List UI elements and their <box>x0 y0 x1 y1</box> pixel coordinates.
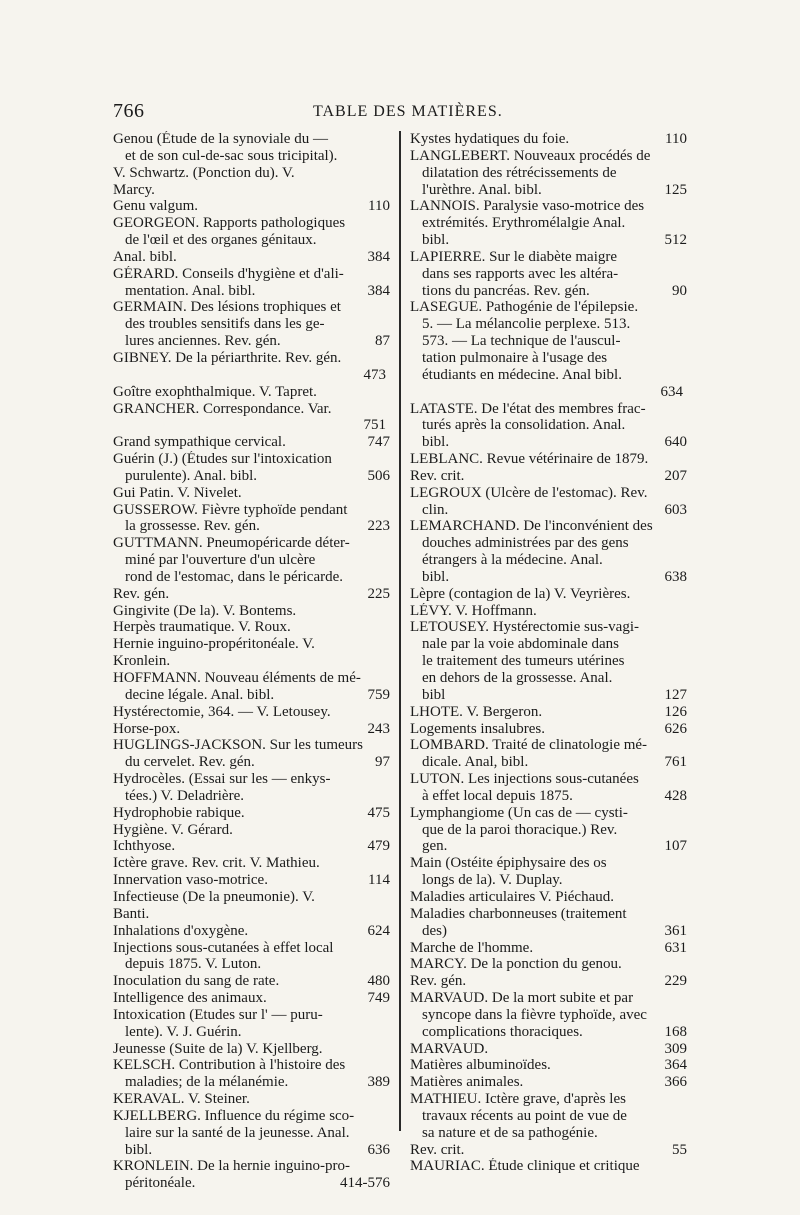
index-line: Marcy. <box>113 181 155 198</box>
index-line: complications thoraciques. 168 <box>422 1023 687 1040</box>
index-line: douches administrées par des gens <box>422 535 629 552</box>
index-line: mentation. Anal. bibl. 384 <box>125 282 390 299</box>
index-line: Innervation vaso-motrice. 114 <box>113 872 390 889</box>
index-line: des troubles sensitifs dans les ge- <box>125 316 325 333</box>
index-line: LEGROUX (Ulcère de l'estomac). Rev. <box>410 484 648 501</box>
index-line: Gui Patin. V. Nivelet. <box>113 484 242 501</box>
index-line: MAURIAC. Étude clinique et critique <box>410 1158 640 1175</box>
index-line: Hydrophobie rabique. 475 <box>113 804 390 821</box>
index-line: GEORGEON. Rapports pathologiques <box>113 215 346 232</box>
index-line: à effet local depuis 1875. 428 <box>422 787 687 804</box>
index-line: Maladies charbonneuses (traitement <box>410 905 627 922</box>
index-line: en dehors de la grossesse. Anal. <box>422 670 613 686</box>
index-line: l'urèthre. Anal. bibl. 125 <box>422 181 687 198</box>
index-line: GUSSEROW. Fièvre typhoïde pendant <box>113 501 348 518</box>
index-line: Matières albuminoïdes. 364 <box>410 1057 687 1074</box>
index-line: V. Schwartz. (Ponction du). V. <box>113 164 295 181</box>
index-line: Gingivite (De la). V. Bontems. <box>113 602 297 619</box>
index-line: tation pulmonaire à l'usage des <box>422 349 608 366</box>
index-line: LAPIERRE. Sur le diabète maigre <box>410 248 618 265</box>
index-line: GUTTMANN. Pneumopéricarde déter- <box>113 535 350 552</box>
index-line: la grossesse. Rev. gén. 223 <box>125 518 390 535</box>
index-line: Rev. gén. 225 <box>113 585 390 602</box>
index-line: GIBNEY. De la périarthrite. Rev. gén. <box>113 349 342 366</box>
column-divider <box>399 131 401 1131</box>
index-line: turés après la consolidation. Anal. <box>422 417 626 434</box>
index-line: tions du pancréas. Rev. gén. 90 <box>422 282 687 299</box>
index-line: Kronlein. <box>113 653 171 670</box>
index-line: Lèpre (contagion de la) V. Veyrières. <box>410 585 631 602</box>
index-line: MARVAUD. 309 <box>410 1040 687 1057</box>
index-line: péritonéale. 414-576 <box>125 1175 390 1192</box>
index-line: LHOTE. V. Bergeron. 126 <box>410 703 687 720</box>
index-line: Herpès traumatique. V. Roux. <box>113 619 291 636</box>
index-line: Jeunesse (Suite de la) V. Kjellberg. <box>113 1040 323 1057</box>
index-line: LOMBARD. Traité de clinatologie mé- <box>410 737 648 754</box>
index-line: MATHIEU. Ictère grave, d'après les <box>410 1091 626 1108</box>
index-line: Intelligence des animaux. 749 <box>113 990 390 1007</box>
index-line: Hystérectomie, 364. — V. Letousey. <box>113 703 331 720</box>
index-line: Main (Ostéite épiphysaire des os <box>410 855 607 872</box>
index-line: et de son cul-de-sac sous tricipital). <box>125 147 338 164</box>
index-line: LEBLANC. Revue vétérinaire de 1879. <box>410 451 649 468</box>
index-line: LATASTE. De l'état des membres frac- <box>410 400 646 417</box>
index-line: Infectieuse (De la pneumonie). V. <box>113 888 315 905</box>
index-line: lures anciennes. Rev. gén. 87 <box>125 333 390 350</box>
index-line: Inhalations d'oxygène. 624 <box>113 922 390 939</box>
index-line: Lymphangiome (Un cas de — cysti- <box>410 804 628 821</box>
index-line: Ichthyose. 479 <box>113 838 390 855</box>
index-line: du cervelet. Rev. gén. 97 <box>125 754 390 771</box>
index-line: Grand sympathique cervical. 747 <box>113 434 390 451</box>
index-line: LUTON. Les injections sous-cutanées <box>410 771 639 788</box>
running-title: TABLE DES MATIÈRES. <box>313 103 503 120</box>
index-line: miné par l'ouverture d'un ulcère <box>125 552 316 569</box>
index-line: Banti. <box>113 905 150 922</box>
index-line: LETOUSEY. Hystérectomie sus-vagi- <box>410 619 639 636</box>
index-line: LANGLEBERT. Nouveaux procédés de <box>410 147 651 164</box>
index-line: GERMAIN. Des lésions trophiques et <box>113 299 341 316</box>
index-line: rond de l'estomac, dans le péricarde. <box>125 568 344 585</box>
index-line: bibl. 636 <box>125 1141 390 1158</box>
index-line: 573. — La technique de l'auscul- <box>422 333 621 350</box>
index-line: LASEGUE. Pathogénie de l'épilepsie. <box>410 299 639 316</box>
index-line: Intoxication (Etudes sur l' — puru- <box>113 1006 323 1023</box>
index-line: Inoculation du sang de rate. 480 <box>113 973 390 990</box>
index-line: KRONLEIN. De la hernie inguino-pro- <box>113 1158 351 1175</box>
index-line: laire sur la santé de la jeunesse. Anal. <box>125 1124 350 1141</box>
left-index-column <box>113 131 390 1192</box>
index-line: sa nature et de sa pathogénie. <box>422 1124 598 1141</box>
index-line: LANNOIS. Paralysie vaso-motrice des <box>410 198 645 215</box>
index-line: bibl. 638 <box>422 568 687 585</box>
index-line: LEMARCHAND. De l'inconvénient des <box>410 518 653 535</box>
index-line: 634 <box>660 383 683 400</box>
index-line: GÉRARD. Conseils d'hygiène et d'ali- <box>113 265 344 282</box>
index-line: 5. — La mélancolie perplexe. 513. <box>422 316 631 333</box>
index-line: KJELLBERG. Influence du régime sco- <box>113 1107 355 1124</box>
index-line: depuis 1875. V. Luton. <box>125 956 262 973</box>
index-line: Ictère grave. Rev. crit. V. Mathieu. <box>113 855 320 872</box>
right-index-column <box>410 131 687 1175</box>
index-line: LÉVY. V. Hoffmann. <box>410 602 537 619</box>
index-line: HUGLINGS-JACKSON. Sur les tumeurs <box>113 737 363 754</box>
index-line: GRANCHER. Correspondance. Var. <box>113 400 332 417</box>
index-line: Hydrocèles. (Essai sur les — enkys- <box>113 771 331 788</box>
index-line: de l'œil et des organes génitaux. <box>125 232 317 249</box>
index-line: étrangers à la médecine. Anal. <box>422 552 603 569</box>
index-line: Maladies articulaires V. Piéchaud. <box>410 888 614 905</box>
index-line: Hygiène. V. Gérard. <box>113 821 233 838</box>
index-line: extrémités. Erythromélalgie Anal. <box>422 215 626 232</box>
index-line: Genou (Étude de la synoviale du — <box>113 131 328 147</box>
index-line: KERAVAL. V. Steiner. <box>113 1091 250 1108</box>
index-line: Kystes hydatiques du foie. 110 <box>410 131 687 147</box>
index-line: maladies; de la mélanémie. 389 <box>125 1074 390 1091</box>
index-line: dans ses rapports avec les altéra- <box>422 265 619 282</box>
index-line: des) 361 <box>422 922 687 939</box>
index-line: Goître exophthalmique. V. Tapret. <box>113 383 317 400</box>
index-line: MARCY. De la ponction du genou. <box>410 956 622 973</box>
index-line: lente). V. J. Guérin. <box>125 1023 242 1040</box>
index-line: que de la paroi thoracique.) Rev. <box>422 821 618 838</box>
index-line: gen. 107 <box>422 838 687 855</box>
index-line: bibl. 640 <box>422 434 687 451</box>
page-header <box>113 100 688 122</box>
index-line: Anal. bibl. 384 <box>113 248 390 265</box>
index-line: Guérin (J.) (Études sur l'intoxication <box>113 451 332 468</box>
index-line: bibl 127 <box>422 686 687 703</box>
index-line: syncope dans la fièvre typhoïde, avec <box>422 1006 647 1023</box>
index-line: dilatation des rétrécissements de <box>422 164 617 181</box>
index-line: 751 <box>363 417 386 434</box>
index-line: HOFFMANN. Nouveau éléments de mé- <box>113 670 361 686</box>
index-line: bibl. 512 <box>422 232 687 249</box>
index-line: KELSCH. Contribution à l'histoire des <box>113 1057 346 1074</box>
index-line: MARVAUD. De la mort subite et par <box>410 990 634 1007</box>
index-line: Rev. gén. 229 <box>410 973 687 990</box>
index-line: Rev. crit. 55 <box>410 1141 687 1158</box>
index-line: Hernie inguino-propéritonéale. V. <box>113 636 315 653</box>
index-line: Injections sous-cutanées à effet local <box>113 939 334 956</box>
index-line: longs de la). V. Duplay. <box>422 872 563 889</box>
index-line: decine légale. Anal. bibl. 759 <box>125 686 390 703</box>
index-line: travaux récents au point de vue de <box>422 1107 627 1124</box>
index-line: Logements insalubres. 626 <box>410 720 687 737</box>
index-line: purulente). Anal. bibl. 506 <box>125 467 390 484</box>
index-line: dicale. Anal, bibl. 761 <box>422 754 687 771</box>
index-line: clin. 603 <box>422 501 687 518</box>
index-line: tées.) V. Deladrière. <box>125 787 244 804</box>
index-line: nale par la voie abdominale dans <box>422 636 620 653</box>
index-line: étudiants en médecine. Anal bibl. <box>422 366 622 383</box>
index-line: Rev. crit. 207 <box>410 467 687 484</box>
index-line: Marche de l'homme. 631 <box>410 939 687 956</box>
page-number: 766 <box>113 100 145 122</box>
index-line: Matières animales. 366 <box>410 1074 687 1091</box>
index-line: 473 <box>363 366 386 383</box>
index-line: Horse-pox. 243 <box>113 720 390 737</box>
index-line: Genu valgum. 110 <box>113 198 390 215</box>
index-line: le traitement des tumeurs utérines <box>422 653 625 670</box>
